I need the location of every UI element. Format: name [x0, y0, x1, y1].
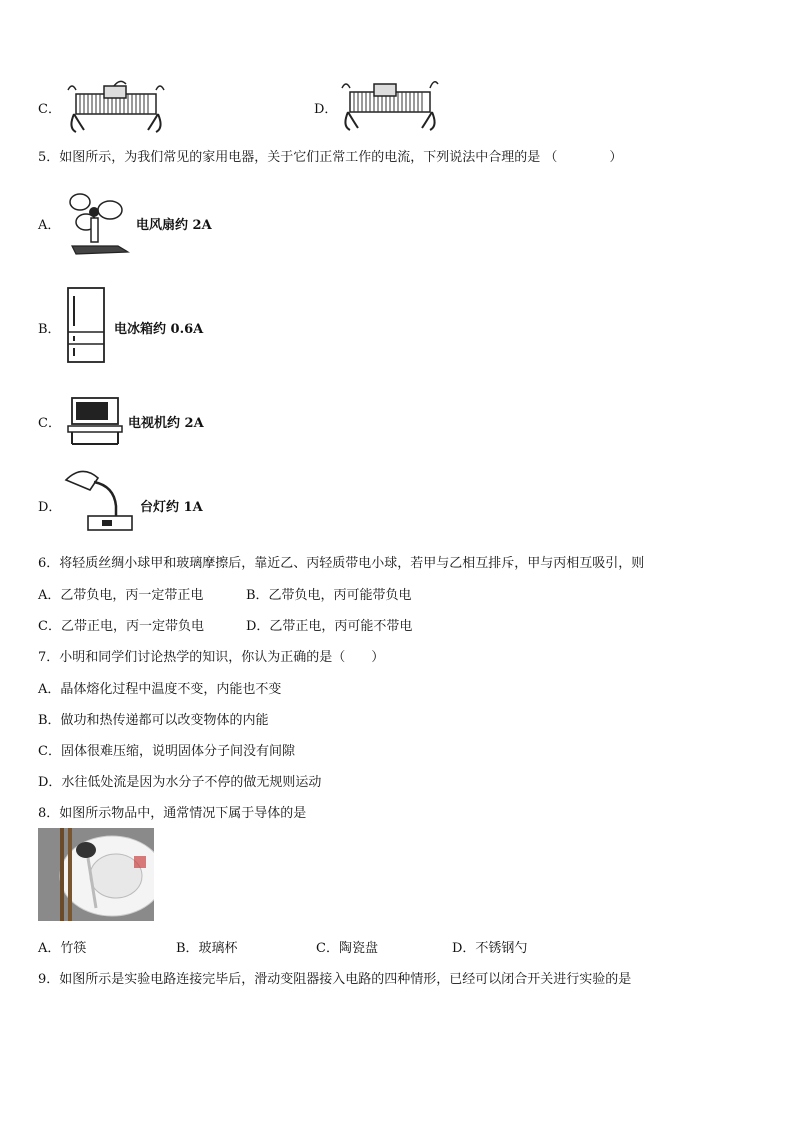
q7-option-d: D．水往低处流是因为水分子不停的做无规则运动: [38, 775, 322, 790]
q8-option-b: B．玻璃杯: [176, 941, 238, 956]
q7-option-a: A．晶体熔化过程中温度不变，内能也不变: [38, 682, 282, 697]
q6-option-c: C．乙带正电，丙一定带负电: [38, 619, 204, 634]
q7-option-c: C．固体很难压缩，说明固体分子间没有间隙: [38, 744, 295, 759]
rheostat-c-icon: [64, 80, 168, 136]
q6-option-b: B．乙带负电，丙可能带负电: [246, 588, 412, 603]
television-icon: [66, 394, 124, 448]
q5-option-a-letter: A．: [38, 218, 61, 233]
q5-option-d-letter: D．: [38, 500, 62, 515]
q5-option-d-text: 台灯约 1A: [140, 500, 203, 515]
desk-lamp-icon: [64, 466, 138, 536]
q6-question: 6．将轻质丝绸小球甲和玻璃摩擦后，靠近乙、丙轻质带电小球，若甲与乙相互排斥，甲与丙相互吸引，则: [38, 556, 645, 571]
q8-question: 8．如图所示物品中，通常情况下属于导体的是: [38, 806, 307, 821]
refrigerator-icon: [66, 286, 108, 366]
q5-option-b-letter: B．: [38, 322, 61, 337]
q5-option-c-text: 电视机约 2A: [128, 416, 204, 431]
q4-option-c-label: C．: [38, 102, 61, 117]
q4-option-d-label: D．: [314, 102, 338, 117]
electric-fan-icon: [66, 188, 130, 256]
q8-option-a: A．竹筷: [38, 941, 87, 956]
q8-option-c: C．陶瓷盘: [316, 941, 378, 956]
q6-option-a: A．乙带负电，丙一定带正电: [38, 588, 204, 603]
q5-option-b-text: 电冰箱约 0.6A: [114, 322, 204, 337]
q6-option-d: D．乙带正电，丙可能不带电: [246, 619, 413, 634]
q8-option-d: D．不锈钢勺: [452, 941, 528, 956]
q7-option-b: B．做功和热传递都可以改变物体的内能: [38, 713, 269, 728]
q9-question: 9．如图所示是实验电路连接完毕后，滑动变阻器接入电路的四种情形，已经可以闭合开关进行实验的是: [38, 972, 632, 987]
tableware-photo: [38, 828, 154, 921]
q7-question: 7．小明和同学们讨论热学的知识，你认为正确的是（ ）: [38, 650, 385, 665]
q5-question: 5．如图所示，为我们常见的家用电器，关于它们正常工作的电流，下列说法中合理的是 （ ）: [38, 150, 623, 165]
q5-option-c-letter: C．: [38, 416, 61, 431]
q5-option-a-text: 电风扇约 2A: [136, 218, 212, 233]
rheostat-d-icon: [338, 78, 442, 134]
